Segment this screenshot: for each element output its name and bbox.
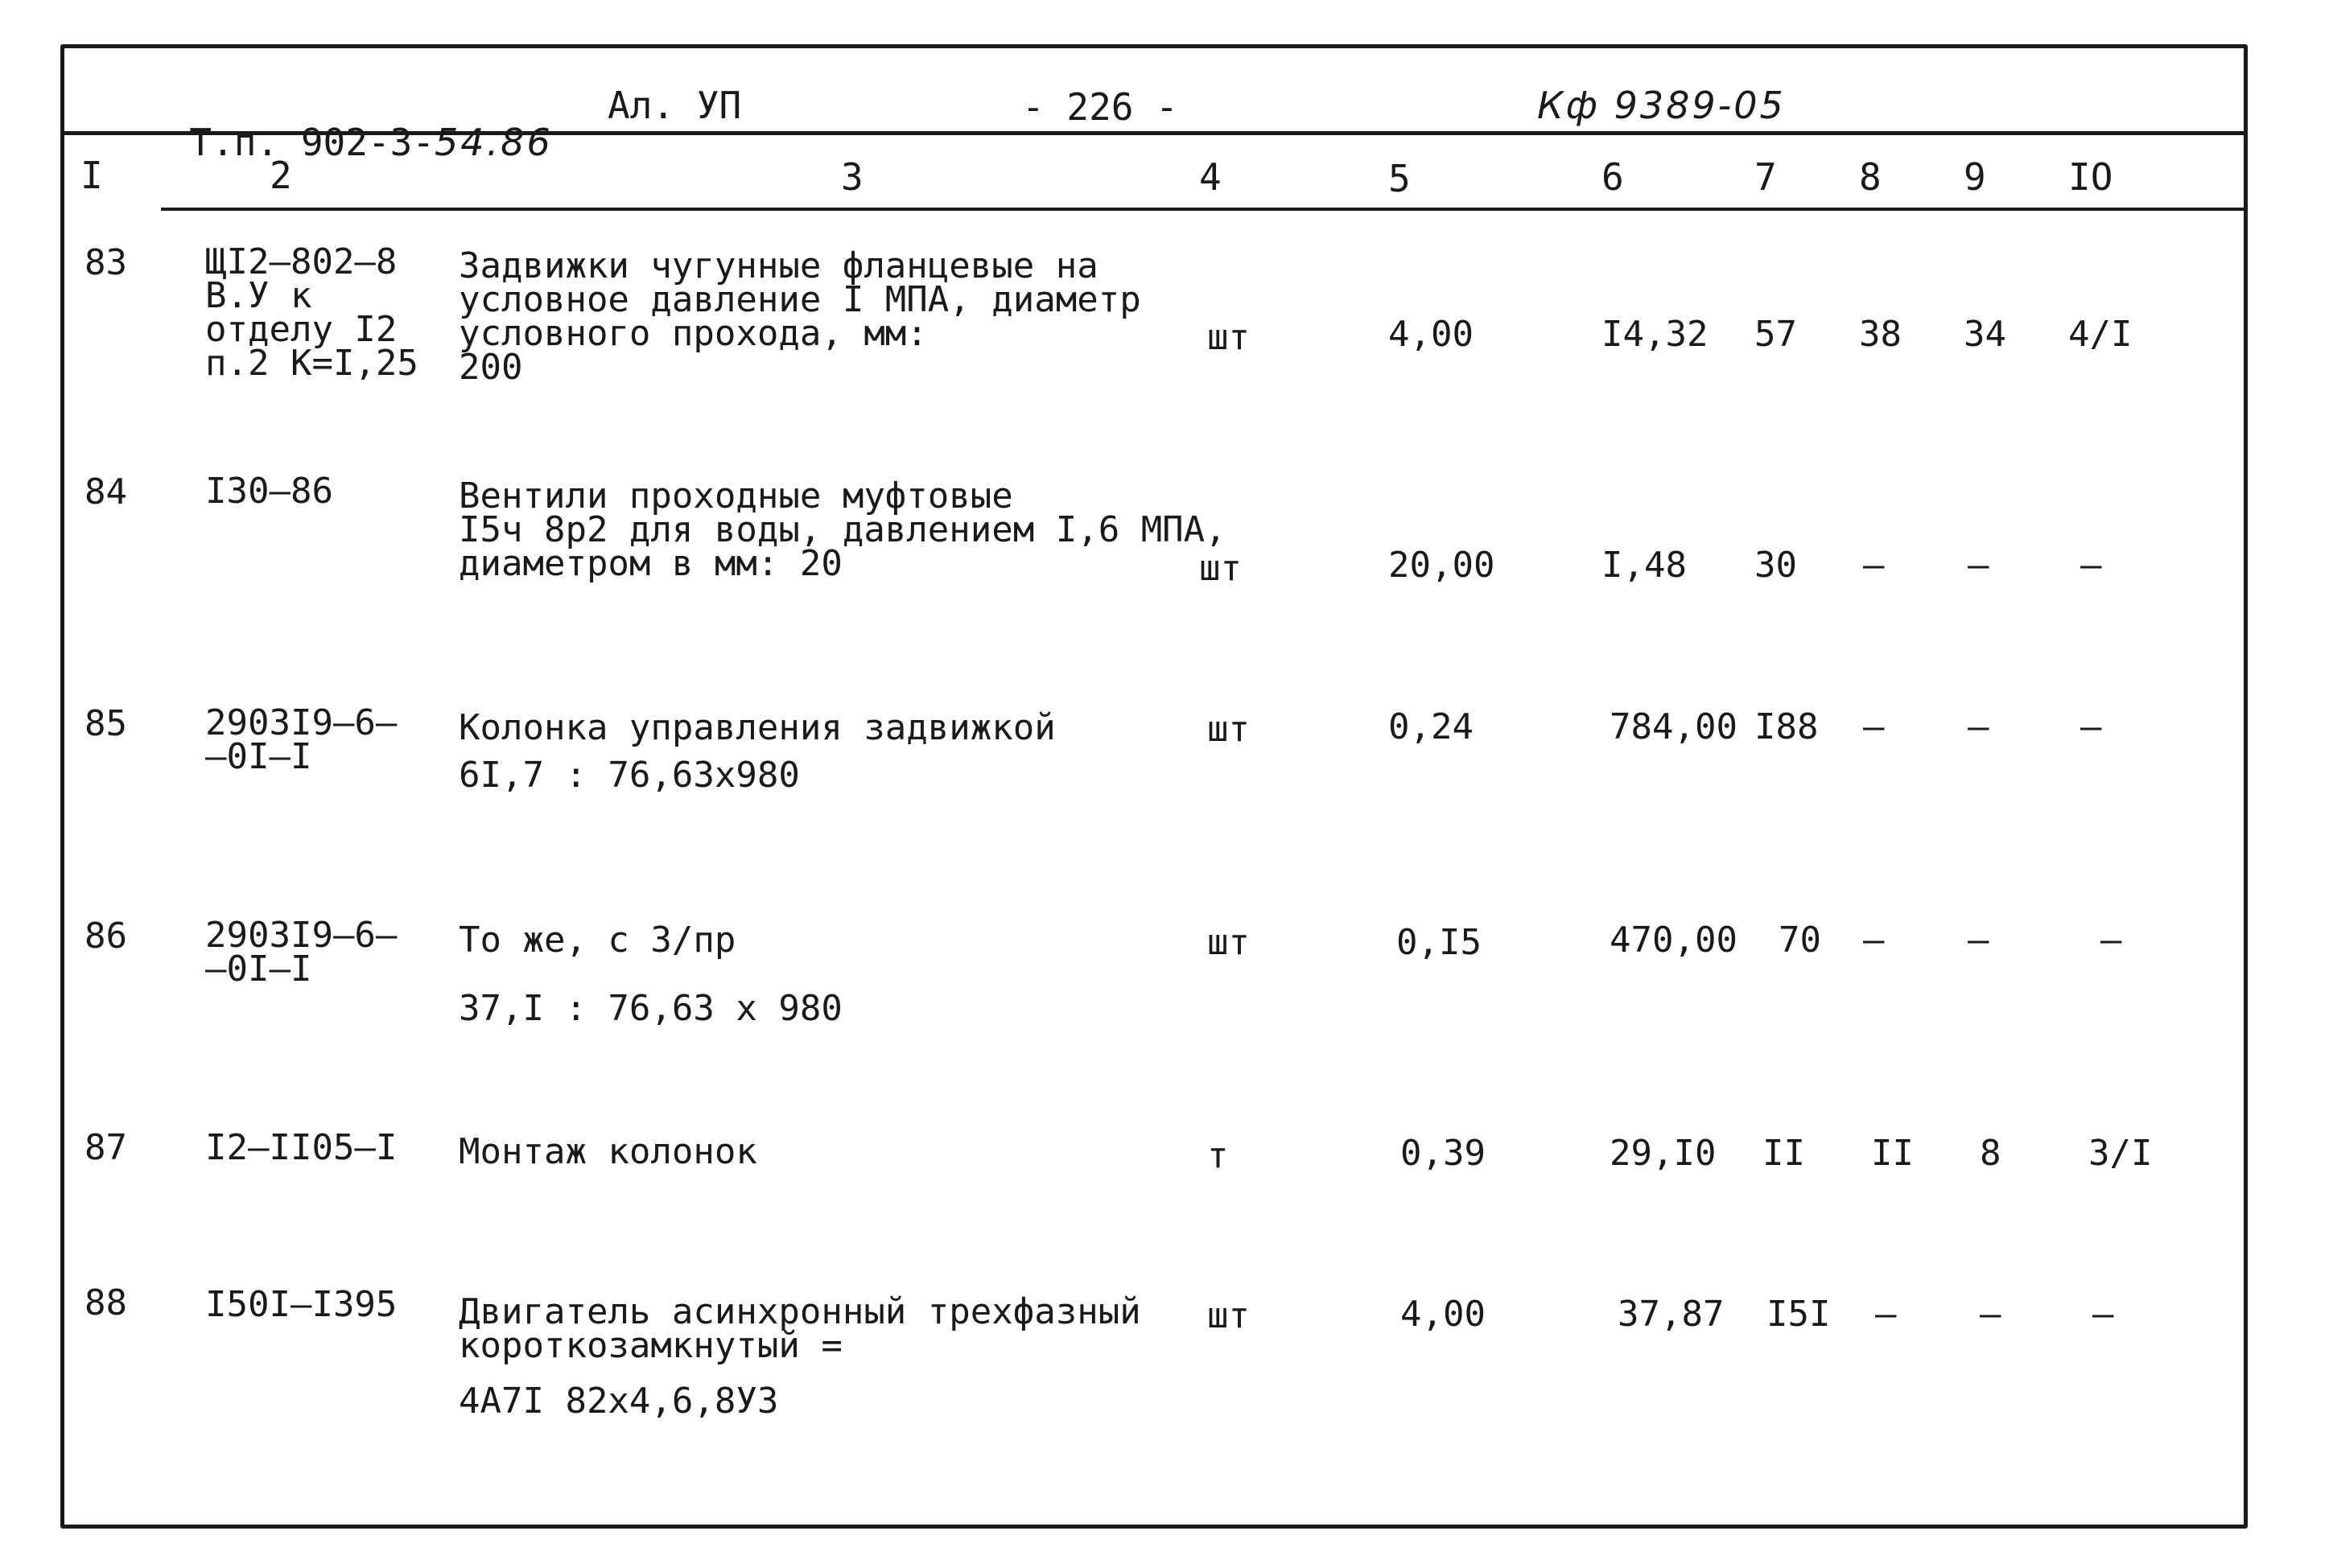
project-prefix: Т.п. 902-3- (189, 121, 435, 164)
row-code: I2–II05–I (205, 1127, 398, 1168)
project-number (145, 87, 553, 164)
row-quantity: 20,00 (1388, 545, 1495, 586)
row-quantity: 4,00 (1400, 1294, 1486, 1335)
row-col7: 57 (1754, 314, 1797, 355)
row-unit: шт (1207, 317, 1250, 358)
row-col10: – (2092, 1294, 2114, 1335)
row-col8: II (1871, 1133, 1914, 1174)
row-number: 87 (85, 1127, 127, 1168)
row-col9: – (1968, 545, 1989, 586)
row-name: Вентили проходные муфтовые I5ч 8р2 для воды, давлением I,6 МПА, диаметром в мм: 20 (459, 475, 1226, 584)
row-col9: 8 (1980, 1133, 2001, 1174)
row-quantity: 4,00 (1388, 314, 1474, 355)
row-number: 88 (85, 1282, 127, 1323)
column-header-7: 7 (1754, 155, 1777, 199)
row-col7: I88 (1754, 706, 1819, 747)
row-code: ЩI2–802–8 В.У к отделу I2 п.2 К=I,25 (205, 241, 418, 384)
row-number: 86 (85, 916, 127, 957)
row-col8: – (1863, 920, 1885, 961)
row-unit: шт (1207, 922, 1250, 963)
row-col10: 3/I (2088, 1133, 2153, 1174)
page-number: - 226 - (1022, 85, 1178, 129)
row-col10: – (2080, 545, 2102, 586)
row-col7: I5I (1766, 1294, 1831, 1335)
row-col8: – (1875, 1294, 1897, 1335)
row-col7: II (1762, 1133, 1805, 1174)
row-number: 85 (85, 703, 127, 744)
row-unit: т (1207, 1135, 1229, 1176)
album-label: Ал. УП (608, 84, 742, 127)
row-name: То же, с 3/пр (459, 920, 736, 961)
row-col8: – (1863, 545, 1885, 586)
project-suffix: 54.86 (435, 121, 553, 164)
row-quantity: 0,39 (1400, 1133, 1486, 1174)
column-header-1: I (80, 154, 103, 197)
document-code: Кф 9389-05 (1537, 84, 1786, 127)
row-code: I50I–I395 (205, 1284, 398, 1325)
row-col9: 34 (1964, 314, 2006, 355)
row-quantity: 0,24 (1388, 706, 1474, 747)
row-col10: – (2080, 706, 2102, 747)
column-header-6: 6 (1601, 155, 1624, 199)
row-name: Монтаж колонок (459, 1131, 757, 1172)
row-col7: 70 (1779, 920, 1821, 961)
column-header-2: 2 (270, 154, 292, 197)
row-unit: шт (1199, 548, 1242, 589)
row-name: Двигатель асинхронный трехфазный короткозамкнутый = (459, 1291, 1141, 1366)
row-col9: – (1968, 920, 1989, 961)
row-col10: – (2100, 920, 2122, 961)
row-quantity: 0,I5 (1396, 922, 1482, 963)
column-header-divider (161, 208, 2245, 211)
row-price: I,48 (1601, 545, 1687, 586)
column-header-3: 3 (841, 155, 864, 199)
column-header-9: 9 (1964, 155, 1986, 199)
row-col9: – (1980, 1294, 2001, 1335)
row-price: 784,00 (1610, 706, 1737, 747)
row-number: 83 (85, 242, 127, 283)
row-code: I30–86 (205, 471, 333, 512)
row-price: I4,32 (1601, 314, 1709, 355)
column-header-5: 5 (1388, 157, 1411, 200)
row-number: 84 (85, 471, 127, 512)
row-price: 29,I0 (1610, 1133, 1717, 1174)
row-unit: шт (1207, 709, 1250, 750)
row-price: 470,00 (1610, 920, 1737, 961)
row-name-dimensions: 6I,7 : 76,63х980 (459, 755, 800, 796)
row-code: 2903I9–6– –0I–I (205, 915, 398, 990)
row-code: 2903I9–6– –0I–I (205, 702, 398, 777)
row-price: 37,87 (1618, 1294, 1725, 1335)
row-col8: – (1863, 706, 1885, 747)
row-unit: шт (1207, 1295, 1250, 1336)
column-header-8: 8 (1859, 155, 1882, 199)
column-header-4: 4 (1199, 155, 1222, 199)
row-name: Колонка управления задвижкой (459, 707, 1056, 748)
row-col8: 38 (1859, 314, 1902, 355)
row-col9: – (1968, 706, 1989, 747)
column-header-10: IO (2068, 155, 2113, 199)
row-name-dimensions: 37,I : 76,63 х 980 (459, 988, 843, 1029)
row-name: Задвижки чугунные фланцевые на условное давление I МПА, диаметр условного прохода, мм: 200 (459, 245, 1141, 388)
row-col10: 4/I (2068, 314, 2133, 355)
row-name-dimensions: 4А7I 82х4,6,8У3 (459, 1381, 779, 1422)
row-col7: 30 (1754, 545, 1797, 586)
